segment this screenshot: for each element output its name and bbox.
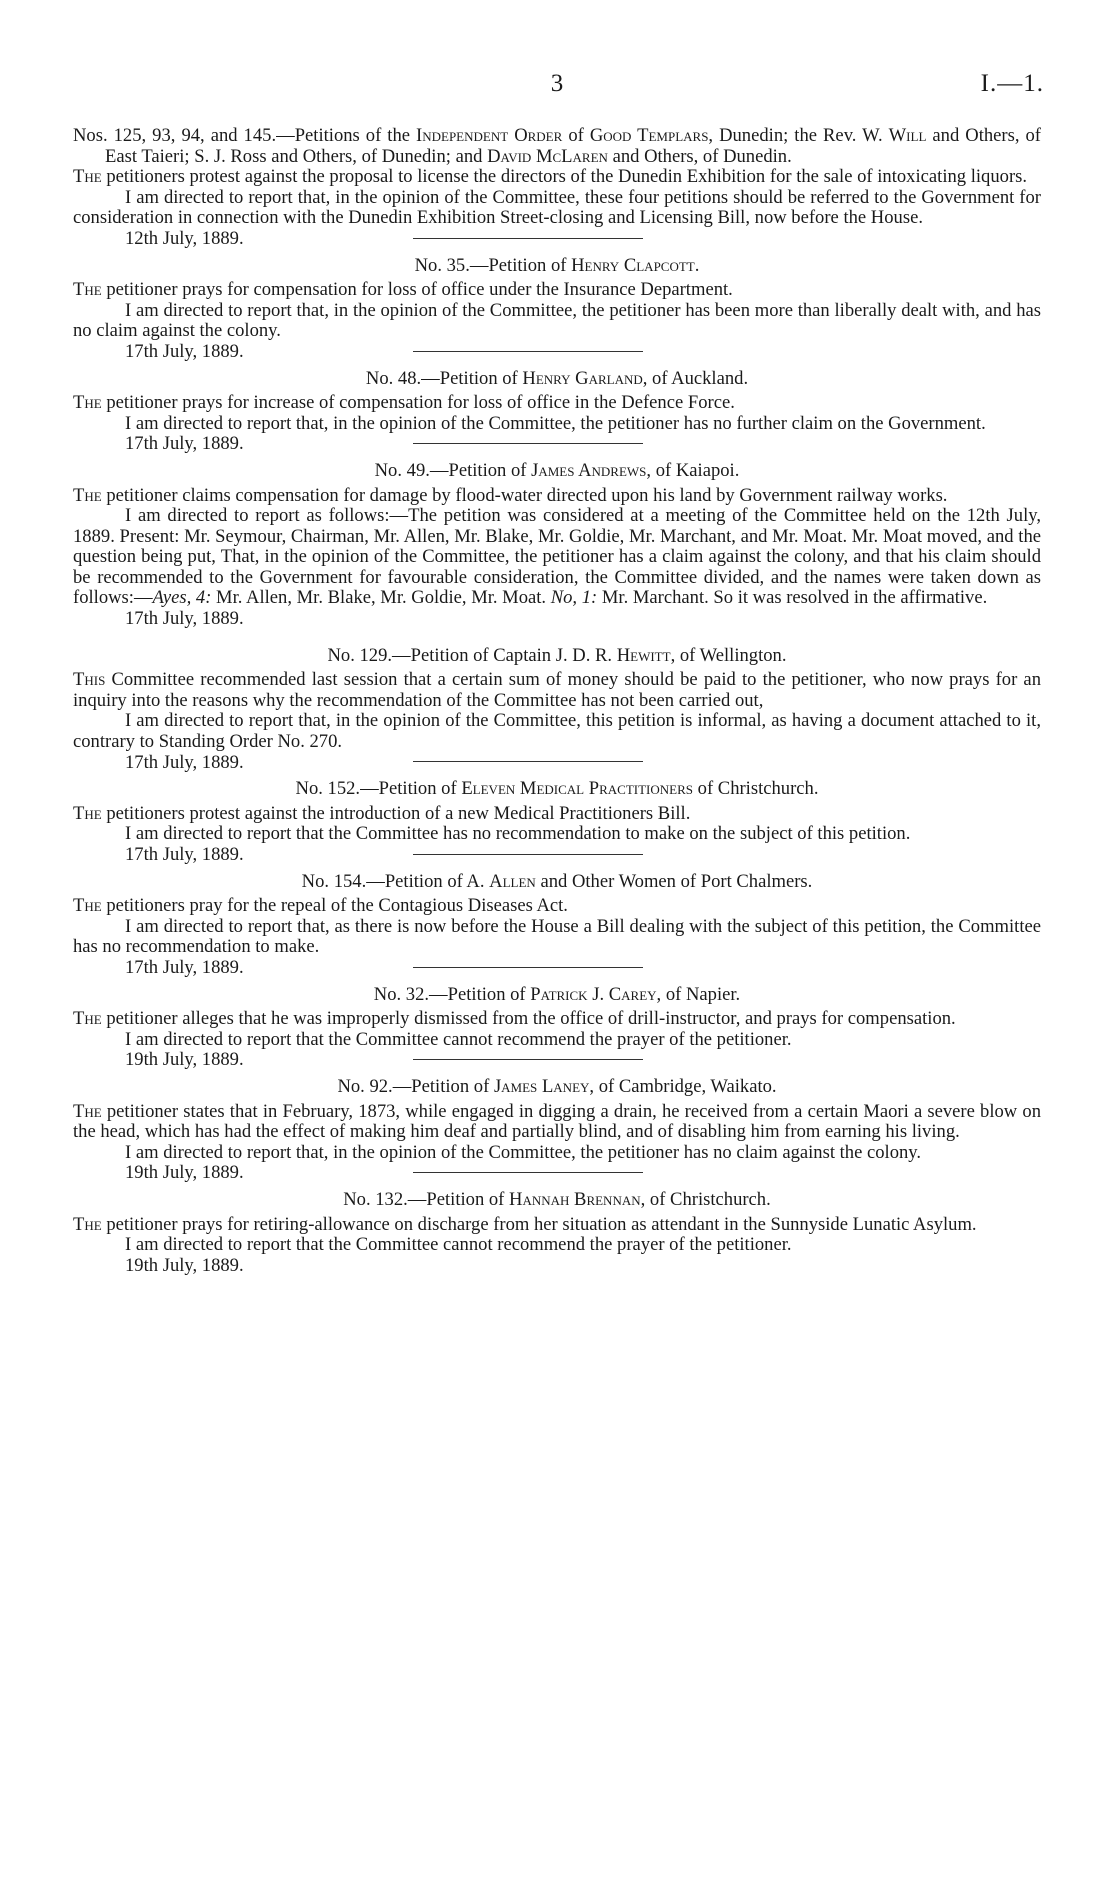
petition-block (73, 1077, 1041, 1184)
report-date: 17th July, 1889. (125, 340, 244, 362)
petition-title: No. 129.—Petition of Captain J. D. R. Hewitt, of Wellington. (327, 644, 787, 666)
divider-rule (413, 1172, 643, 1173)
committee-report: I am directed to report as follows:—The petition was considered at a meeting of the Committee held on the 12th July, 1889. Present: Mr. Seymour, Chairman, Mr. Allen, Mr. Blake, Mr. Goldie, Mr. Marchant, and Mr. Moat. Mr. Moat moved, and the question being put, That, in the opinion of the Committee, the petitioner has a claim against the colony, and that his claim should be recommended to the Government for favourable consideration, the Committee divided, and the names were taken down as follows:—Ayes, 4: Mr. Allen, Mr. Blake, Mr. Goldie, Mr. Moat. No, 1: Mr. Marchant. So it was resolved in the affirmative. (73, 505, 1041, 609)
petition-summary: The petitioners pray for the repeal of the Contagious Diseases Act. (73, 895, 568, 917)
paper-reference: I.—1. (980, 70, 1044, 97)
petition-title: No. 35.—Petition of Henry Clapcott. (414, 254, 700, 276)
page-number: 3 (550, 70, 564, 97)
divider-rule (413, 238, 643, 239)
petition-title: No. 49.—Petition of James Andrews, of Kaiapoi. (374, 459, 740, 481)
petition-title: No. 152.—Petition of Eleven Medical Practitioners of Christchurch. (295, 778, 819, 800)
report-date: 17th July, 1889. (125, 608, 244, 630)
divider-rule (413, 1059, 643, 1060)
petition-summary: The petitioner prays for retiring-allowance on discharge from her situation as attendant in the Sunnyside Lunatic Asylum. (73, 1213, 977, 1235)
petition-title: No. 92.—Petition of James Laney, of Cambridge, Waikato. (337, 1075, 777, 1097)
petition-block (73, 1190, 1041, 1276)
report-date: 17th July, 1889. (125, 844, 244, 865)
petition-summary: The petitioner states that in February, 1873, while engaged in digging a drain, he received from a certain Maori a severe blow on the head, which has had the effect of making him deaf and partially blind, and of disabling him from earning his living. (73, 1100, 1041, 1143)
petition-block (73, 256, 1041, 363)
petition-summary: The petitioner prays for increase of compensation for loss of office in the Defence Force. (73, 392, 735, 414)
petition-block (73, 872, 1041, 979)
committee-report: I am directed to report that, in the opinion of the Committee, this petition is informal, as having a document attached to it, contrary to Standing Order No. 270. (73, 710, 1041, 753)
report-date: 17th July, 1889. (125, 433, 244, 455)
committee-report: I am directed to report that, as there is now before the House a Bill dealing with the subject of this petition, the Committee has no recommendation to make. (73, 915, 1041, 958)
document-body (73, 126, 1041, 1276)
petition-heading: Nos. 125, 93, 94, and 145.—Petitions of the Independent Order of Good Templars, Dunedin; the Rev. W. Will and Others, of East Taieri; S. J. Ross and Others, of Dunedin; and David McLaren and Others, of Dunedin. (73, 125, 1041, 167)
report-date: 19th July, 1889. (125, 1162, 244, 1184)
committee-report: I am directed to report that, in the opinion of the Committee, the petitioner has no further claim on the Government. (125, 412, 986, 434)
petition-summary: The petitioner alleges that he was improperly dismissed from the office of drill-instructor, and prays for compensation. (73, 1008, 956, 1030)
petition-summary: The petitioners protest against the proposal to license the directors of the Dunedin Exhibition for the sale of intoxicating liquors. (73, 166, 1028, 188)
committee-report: I am directed to report that the Committee cannot recommend the prayer of the petitioner. (125, 1028, 792, 1050)
report-date: 17th July, 1889. (125, 956, 244, 978)
committee-report: I am directed to report that, in the opinion of the Committee, these four petitions should be referred to the Government for consideration in connection with the Dunedin Exhibition Street-closing and Licensing Bill, now before the House. (73, 186, 1041, 229)
petition-block-first (73, 126, 1041, 250)
committee-report: I am directed to report that the Committee has no recommendation to make on the subject of this petition. (125, 823, 911, 845)
petition-block (73, 461, 1041, 630)
report-date: 17th July, 1889. (125, 751, 244, 773)
committee-report: I am directed to report that, in the opinion of the Committee, the petitioner has been more than liberally dealt with, and has no claim against the colony. (73, 299, 1041, 342)
divider-rule (413, 761, 643, 762)
committee-report: I am directed to report that, in the opinion of the Committee, the petitioner has no claim against the colony. (125, 1141, 922, 1163)
petition-summary: The petitioner prays for compensation for loss of office under the Insurance Department. (73, 279, 733, 301)
petition-summary: The petitioners protest against the introduction of a new Medical Practitioners Bill. (73, 802, 691, 824)
petition-title: No. 132.—Petition of Hannah Brennan, of Christchurch. (343, 1188, 771, 1210)
petition-title: No. 48.—Petition of Henry Garland, of Auckland. (365, 367, 749, 389)
report-date: 12th July, 1889. (125, 227, 244, 249)
divider-rule (413, 443, 643, 444)
report-date: 19th July, 1889. (125, 1254, 244, 1276)
divider-rule (413, 854, 643, 855)
petition-block (73, 646, 1041, 774)
committee-report: I am directed to report that the Committee cannot recommend the prayer of the petitioner. (125, 1234, 792, 1256)
divider-rule (413, 967, 643, 968)
petition-title: No. 32.—Petition of Patrick J. Carey, of Napier. (373, 983, 741, 1005)
divider-rule (413, 351, 643, 352)
petition-summary: The petitioner claims compensation for damage by flood-water directed upon his land by Government railway works. (73, 484, 948, 506)
report-date: 19th July, 1889. (125, 1049, 244, 1071)
petition-summary: This Committee recommended last session that a certain sum of money should be paid to the petitioner, who now prays for an inquiry into the reasons why the recommendation of the Committee has not been carried out, (73, 669, 1041, 711)
petition-title: No. 154.—Petition of A. Allen and Other Women of Port Chalmers. (301, 870, 813, 892)
